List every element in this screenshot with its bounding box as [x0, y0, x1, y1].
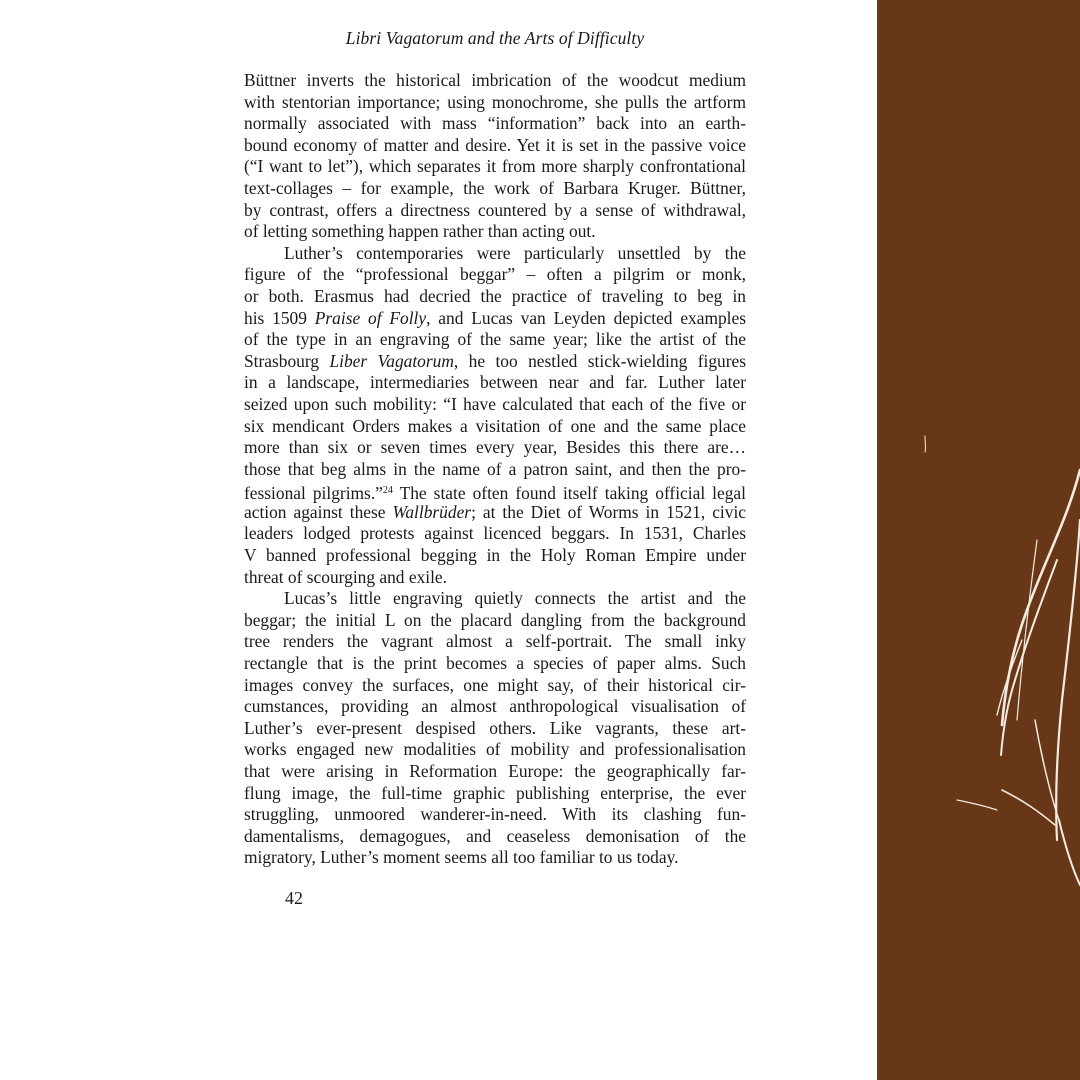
- text-run: Luther’s ever-present despised others. Like vagrants, these art-: [244, 717, 746, 738]
- text-line: [244, 92, 746, 114]
- text-line: [244, 502, 746, 524]
- text-run: text-collages – for example, the work of Barbara Kruger. Büttner,: [244, 177, 746, 198]
- text-run: fessional pilgrims.”: [244, 483, 383, 504]
- text-line: [244, 696, 746, 718]
- brush-stroke: [957, 800, 997, 810]
- text-run: figure of the “professional beggar” – often a pilgrim or monk,: [244, 264, 746, 285]
- text-line: [244, 610, 746, 632]
- text-run: more than six or seven times every year, Besides this there are…: [244, 437, 746, 458]
- body-text: [244, 70, 746, 869]
- text-line: [244, 394, 746, 416]
- text-run: ; at the Diet of Worms in 1521, civic: [471, 501, 746, 522]
- text-run: migratory, Luther’s moment seems all too familiar to us today.: [244, 847, 679, 868]
- text-line: [244, 329, 746, 351]
- text-line: [244, 761, 746, 783]
- text-run: seized upon such mobility: “I have calculated that each of the five or: [244, 393, 746, 414]
- text-run: damentalisms, demagogues, and ceaseless demonisation of the: [244, 825, 746, 846]
- italic-title: Wallbrüder: [392, 501, 472, 522]
- text-line: [244, 351, 746, 373]
- text-run: by contrast, offers a directness countered by a sense of withdrawal,: [244, 199, 746, 220]
- text-line: [244, 826, 746, 848]
- text-line: [244, 718, 746, 740]
- text-run: leaders lodged protests against licenced beggars. In 1531, Charles: [244, 523, 746, 544]
- text-line: [244, 135, 746, 157]
- text-line: [244, 588, 746, 610]
- text-line: [244, 221, 746, 243]
- artwork-panel: [877, 0, 1080, 1080]
- text-run: threat of scourging and exile.: [244, 566, 447, 587]
- text-line: [244, 804, 746, 826]
- text-run: action against these: [244, 501, 393, 522]
- text-run: Lucas’s little engraving quietly connects the artist and the: [284, 588, 746, 609]
- page-number: 42: [285, 888, 303, 908]
- text-run: (“I want to let”), which separates it from more sharply confrontational: [244, 156, 746, 177]
- brush-stroke: [1002, 790, 1055, 825]
- italic-title: Liber Vagatorum: [329, 350, 454, 371]
- text-line: [244, 264, 746, 286]
- text-run: bound economy of matter and desire. Yet it is set in the passive voice: [244, 134, 746, 155]
- running-head: Libri Vagatorum and the Arts of Difficulty: [345, 28, 645, 48]
- text-run: in a landscape, intermediaries between near and far. Luther later: [244, 372, 746, 393]
- text-run: works engaged new modalities of mobility and professionalisation: [244, 739, 746, 760]
- text-line: [244, 70, 746, 92]
- text-run: tree renders the vagrant almost a self-portrait. The small inky: [244, 631, 746, 652]
- brush-stroke: [1056, 520, 1080, 840]
- text-line: [244, 286, 746, 308]
- text-line: [244, 308, 746, 330]
- text-line: [244, 631, 746, 653]
- text-line: [244, 113, 746, 135]
- text-line: [244, 178, 746, 200]
- text-run: or both. Erasmus had decried the practice of traveling to beg in: [244, 285, 746, 306]
- text-run: those that beg alms in the name of a patron saint, and then the pro-: [244, 458, 746, 479]
- text-line: [244, 372, 746, 394]
- text-line: [244, 523, 746, 545]
- text-run: with stentorian importance; using monochrome, she pulls the artform: [244, 91, 746, 112]
- text-line: [244, 675, 746, 697]
- text-line: [244, 847, 746, 869]
- text-run: images convey the surfaces, one might say, of their historical cir-: [244, 674, 746, 695]
- text-run: Strasbourg: [244, 350, 330, 371]
- text-line: [244, 739, 746, 761]
- text-line: [244, 243, 746, 265]
- text-run: Büttner inverts the historical imbrication of the woodcut medium: [244, 70, 746, 90]
- text-line: [244, 567, 746, 589]
- text-run: that were arising in Reformation Europe: the geographically far-: [244, 761, 746, 781]
- text-run: struggling, unmoored wanderer-in-need. With its clashing fun-: [244, 804, 746, 825]
- text-line: [244, 437, 746, 459]
- text-run: flung image, the full-time graphic publishing enterprise, the ever: [244, 782, 746, 803]
- text-run: of the type in an engraving of the same year; like the artist of the: [244, 329, 746, 350]
- text-line: [244, 416, 746, 438]
- text-run: The state often found itself taking official legal: [392, 483, 746, 504]
- text-line: [244, 480, 746, 502]
- footnote-ref: 24: [382, 485, 393, 497]
- italic-title: Praise of Folly: [314, 307, 427, 328]
- text-run: of letting something happen rather than acting out.: [244, 221, 596, 242]
- text-line: [244, 156, 746, 178]
- text-run: cumstances, providing an almost anthropological visualisation of: [244, 696, 746, 717]
- text-run: normally associated with mass “information” back into an earth-: [244, 113, 746, 134]
- text-line: [244, 200, 746, 222]
- brush-stroke: [1059, 820, 1080, 885]
- text-run: Luther’s contemporaries were particularly unsettled by the: [284, 242, 746, 263]
- brush-stroke: [1001, 560, 1057, 755]
- text-run: his 1509: [244, 307, 315, 328]
- text-line: [244, 545, 746, 567]
- text-line: [244, 653, 746, 675]
- text-run: , he too nestled stick-wielding figures: [453, 350, 746, 371]
- text-run: , and Lucas van Leyden depicted examples: [426, 307, 747, 328]
- text-run: beggar; the initial L on the placard dangling from the background: [244, 609, 746, 630]
- text-run: six mendicant Orders makes a visitation of one and the same place: [244, 415, 746, 436]
- text-run: rectangle that is the print becomes a species of paper alms. Such: [244, 653, 746, 674]
- text-run: V banned professional begging in the Holy Roman Empire under: [244, 545, 746, 566]
- artwork-brush-strokes: [877, 0, 1080, 1080]
- text-line: [244, 459, 746, 481]
- text-line: [244, 783, 746, 805]
